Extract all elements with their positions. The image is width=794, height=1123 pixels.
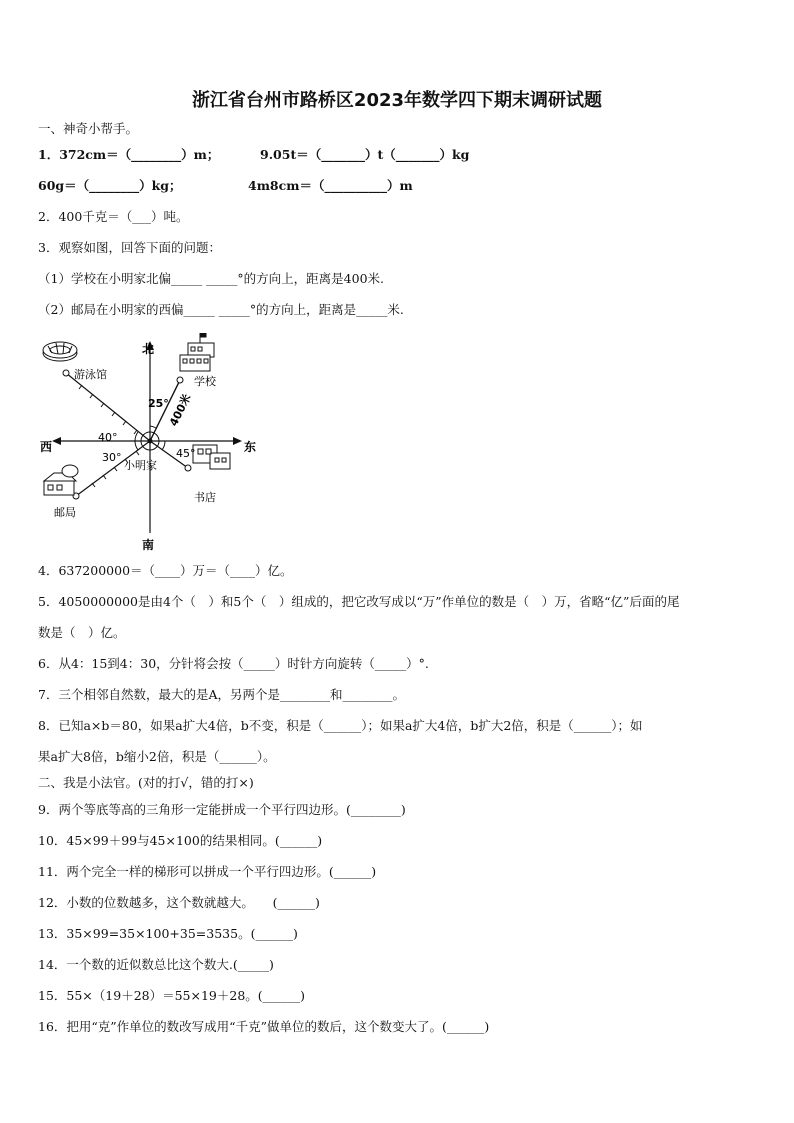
question-5-line-2: 数是（ ）亿。 — [38, 625, 126, 640]
swimming-pool-marker — [63, 370, 69, 376]
question-12: 12．小数的位数越多，这个数就越大。 (______) — [38, 895, 320, 910]
stadium-icon — [43, 342, 77, 361]
question-3-part-1: （1）学校在小明家北偏_____ _____°的方向上，距离是400米. — [38, 271, 385, 286]
arc-45 — [162, 441, 165, 450]
label-home: 小明家 — [124, 459, 157, 472]
label-post-office: 邮局 — [54, 506, 76, 519]
arc-25 — [150, 426, 156, 428]
question-10: 10．45×99＋99与45×100的结果相同。(______) — [38, 833, 323, 848]
section-heading-2: 二、我是小法官。(对的打√，错的打×) — [38, 775, 254, 790]
question-1d: 4m8cm＝（__________）m — [248, 178, 413, 193]
question-8-line-1: 8．已知a×b＝80，如果a扩大4倍，b不变，积是（______）；如果a扩大4倍，b扩大2倍，积是（______）；如 — [38, 718, 643, 733]
label-north: 北 — [142, 342, 155, 356]
label-east: 东 — [244, 440, 257, 454]
page-title: 浙江省台州市路桥区2023年数学四下期末调研试题 — [191, 90, 603, 111]
home-dot — [148, 439, 153, 444]
label-angle-40: 40° — [98, 431, 118, 444]
question-14: 14．一个数的近似数总比这个数大.(_____) — [38, 957, 274, 972]
label-school: 学校 — [194, 375, 216, 388]
question-3-part-2: （2）邮局在小明家的西偏_____ _____°的方向上，距离是_____米. — [38, 302, 404, 317]
question-9: 9．两个等底等高的三角形一定能拼成一个平行四边形。(________) — [38, 802, 406, 817]
arc-40 — [135, 432, 138, 441]
question-1-cont — [38, 177, 758, 195]
section-heading-1: 一、神奇小帮手。 — [38, 121, 139, 136]
post-office-building-icon — [44, 465, 78, 495]
question-8-line-2: 果a扩大8倍，b缩小2倍，积是（______）。 — [38, 749, 276, 764]
question-1b: 9.05t＝（_______）t（_______）kg — [260, 147, 470, 162]
question-2: 2．400千克＝（___）吨。 — [38, 209, 189, 224]
question-1c: 60g＝（________）kg； — [38, 178, 182, 193]
label-angle-45: 45° — [176, 447, 196, 460]
label-south: 南 — [142, 538, 155, 552]
school-marker — [177, 377, 183, 383]
east-arrow-icon — [233, 437, 242, 445]
question-6: 6．从4：15到4：30，分针将会按（_____）时针方向旋转（_____）°. — [38, 656, 429, 671]
label-bookstore: 书店 — [194, 491, 216, 504]
west-arrow-icon — [52, 437, 61, 445]
question-13: 13．35×99=35×100+35=3535。(______) — [38, 926, 298, 941]
direction-diagram — [38, 333, 268, 555]
question-1a: 1．372cm＝（________）m； — [38, 147, 220, 162]
arc-30 — [135, 441, 138, 450]
question-5-line-1: 5．4050000000是由4个（ ）和5个（ ）组成的，把它改写成以“万”作单位的数是（ ）万，省略“亿”后面的尾 — [38, 594, 680, 609]
label-west: 西 — [40, 440, 53, 454]
label-angle-30: 30° — [102, 451, 122, 464]
label-swimming-pool: 游泳馆 — [74, 368, 107, 381]
question-15: 15．55×（19＋28）＝55×19＋28。(______) — [38, 988, 306, 1003]
question-1 — [38, 146, 758, 164]
question-3: 3．观察如图，回答下面的问题： — [38, 240, 221, 255]
label-distance: 400米 — [167, 392, 194, 429]
label-angle-25: 25° — [148, 397, 169, 410]
question-11: 11．两个完全一样的梯形可以拼成一个平行四边形。(______) — [38, 864, 377, 879]
question-16: 16．把用“克”作单位的数改写成用“千克”做单位的数后，这个数变大了。(______) — [38, 1019, 490, 1034]
question-7: 7．三个相邻自然数，最大的是A，另两个是________和________。 — [38, 687, 405, 702]
bookstore-marker — [185, 465, 191, 471]
school-building-icon — [180, 333, 214, 371]
bookstore-building-icon — [193, 445, 230, 469]
question-4: 4．637200000＝（____）万＝（____）亿。 — [38, 563, 293, 578]
